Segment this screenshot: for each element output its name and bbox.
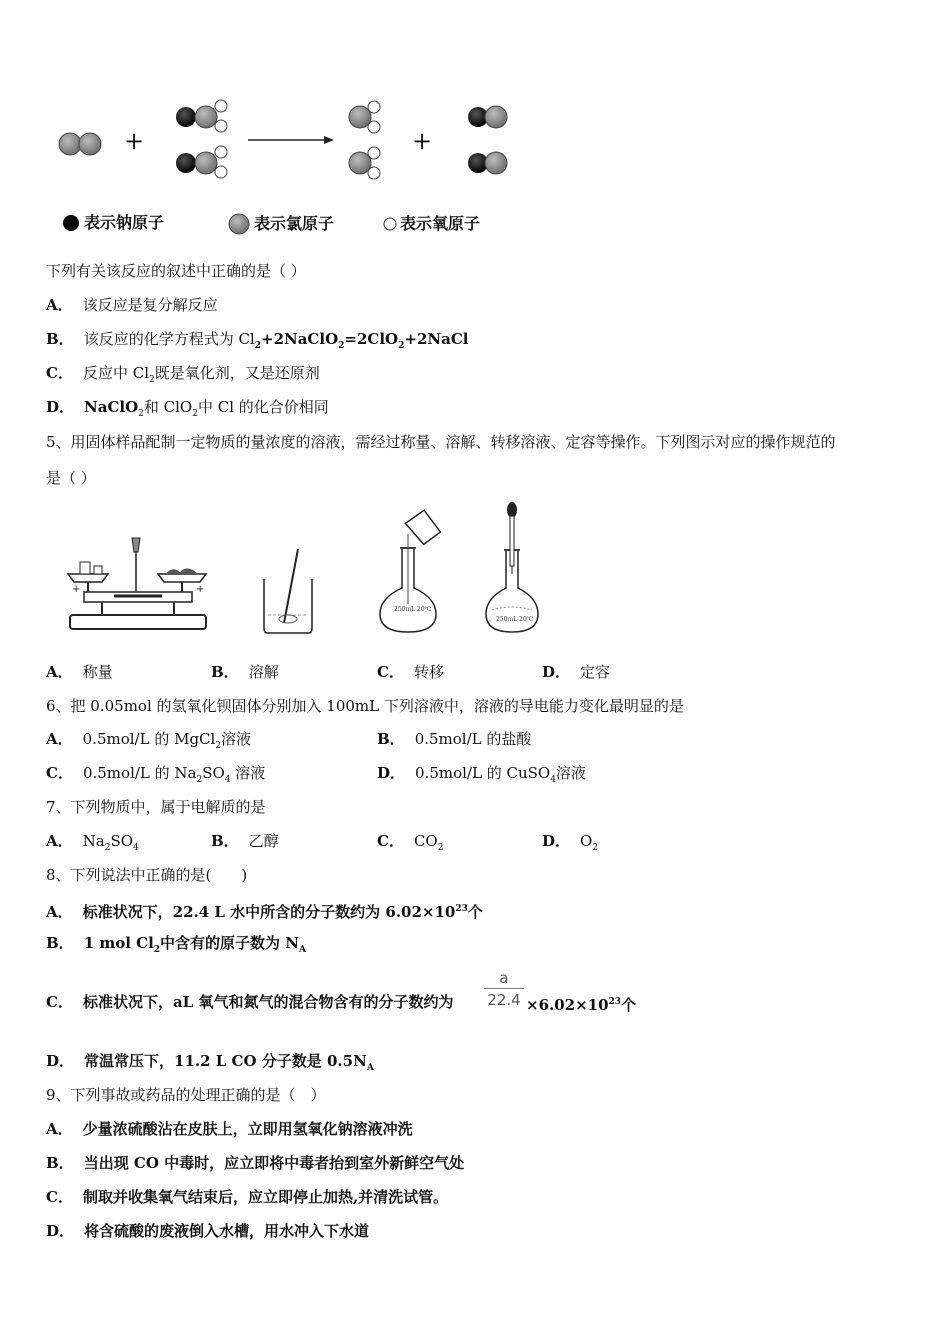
option-label: D． bbox=[46, 398, 75, 416]
flask-mark: 250mL 20℃ bbox=[394, 606, 432, 613]
plus-sign: + bbox=[124, 127, 145, 155]
q4-option-b[interactable] bbox=[46, 329, 468, 356]
q7-option-a[interactable]: A． $Na_2SO_4$ bbox=[46, 832, 139, 853]
nacl-molecule bbox=[468, 152, 507, 174]
flask-fill-illustration bbox=[478, 500, 548, 636]
option-text: 该反应的化学方程式为 Cl bbox=[83, 330, 255, 348]
q9-option-d[interactable]: D． 将含硫酸的废液倒入水槽，用水冲入下水道 bbox=[46, 1222, 370, 1240]
q7-option-b[interactable]: B． 乙醇 bbox=[211, 832, 279, 850]
q5-stem-cont: 是（ ） bbox=[46, 469, 96, 487]
q8-option-c[interactable]: C． 标准状况下，aL 氧气和氮气的混合物含有的分子数约为 bbox=[46, 993, 454, 1011]
option-label: A． bbox=[46, 296, 73, 314]
naclo2-molecule bbox=[176, 100, 227, 132]
clo2-molecule bbox=[349, 147, 380, 179]
naclo2-molecule bbox=[176, 146, 227, 178]
legend-chlorine: 表示氯原子 bbox=[254, 214, 335, 233]
balance-illustration bbox=[62, 532, 212, 637]
q7-option-c[interactable]: C． $CO_2$ bbox=[377, 832, 444, 853]
q5-option-a[interactable]: A． 称量 bbox=[46, 663, 113, 681]
q5-option-d[interactable]: D． 定容 bbox=[542, 663, 611, 681]
q6-stem: 6、把 0.05mol 的氢氧化钡固体分别加入 100mL 下列溶液中，溶液的导电能力变化最明显的是 bbox=[46, 697, 684, 715]
fraction-denominator: 22.4 bbox=[487, 991, 521, 1009]
nacl-molecule bbox=[468, 106, 507, 128]
clo2-molecule bbox=[349, 101, 380, 133]
reaction-arrow bbox=[248, 136, 334, 144]
q5-option-b[interactable]: B． 溶解 bbox=[211, 663, 279, 681]
q9-option-b[interactable]: B． 当出现 CO 中毒时，应立即将中毒者抬到室外新鲜空气处 bbox=[46, 1154, 465, 1172]
q6-option-c[interactable]: C． 0.5mol/L 的 $Na_2SO_4$ 溶液 bbox=[46, 764, 266, 785]
q9-option-c[interactable]: C． 制取并收集氧气结束后，应立即停止加热,并清洗试管。 bbox=[46, 1188, 449, 1206]
cl2-molecule bbox=[59, 133, 101, 155]
q6-option-d[interactable]: D． 0.5mol/L 的 CuSO$_4$溶液 bbox=[377, 764, 586, 785]
q5-option-c[interactable]: C． 转移 bbox=[377, 663, 444, 681]
reaction-diagram bbox=[50, 90, 530, 190]
q6-option-b[interactable]: B． 0.5mol/L 的盐酸 bbox=[377, 730, 532, 748]
q4-option-d[interactable]: D． NaClO$_2$和 ClO$_2$中 Cl 的化合价相同 bbox=[46, 398, 329, 419]
option-label: B． bbox=[46, 330, 74, 348]
q8-option-d[interactable]: D． 常温常压下，11.2 L CO 分子数是 $0.5N_A$ bbox=[46, 1052, 374, 1073]
q8-stem: 8、下列说法中正确的是( ) bbox=[46, 866, 248, 884]
sub: $_2$+2NaClO$_2$=2ClO$_2$+2NaCl bbox=[254, 330, 469, 351]
plus-sign: + bbox=[412, 127, 433, 155]
legend-oxygen-icon bbox=[383, 217, 397, 231]
q7-option-d[interactable]: D． $O_2$ bbox=[542, 832, 599, 853]
flask-transfer-illustration bbox=[372, 508, 452, 636]
q7-stem: 7、下列物质中，属于电解质的是 bbox=[46, 798, 266, 816]
legend-oxygen: 表示氧原子 bbox=[400, 214, 481, 233]
q9-option-a[interactable]: A． 少量浓硫酸沾在皮肤上，立即用氢氧化钠溶液冲洗 bbox=[46, 1120, 413, 1138]
q4-option-a[interactable] bbox=[46, 295, 218, 315]
option-text: 该反应是复分解反应 bbox=[82, 296, 218, 314]
legend-chlorine-icon bbox=[228, 213, 250, 235]
q8-option-a[interactable]: A． 标准状况下，22.4 L 水中所含的分子数约为 $6.02\times 10^{23}$个 bbox=[46, 903, 483, 921]
fraction-numerator: a bbox=[484, 968, 524, 989]
fraction-a-over-22-4 bbox=[484, 968, 524, 1011]
legend-sodium: 表示钠原子 bbox=[84, 213, 165, 232]
option-label: C． bbox=[46, 364, 73, 382]
q8-option-b[interactable]: B． 1 mol $Cl_2$中含有的原子数为 $N_A$ bbox=[46, 934, 306, 955]
q9-stem: 9、下列事故或药品的处理正确的是（ ） bbox=[46, 1086, 326, 1104]
q6-option-a[interactable]: A． 0.5mol/L 的 MgCl$_2$溶液 bbox=[46, 730, 252, 751]
q5-stem: 5、用固体样品配制一定物质的量浓度的溶液，需经过称量、溶解、转移溶液、定容等操作。下列图示对应的操作规范的 bbox=[46, 433, 836, 451]
flask-mark: 250mL 20℃ bbox=[496, 616, 534, 623]
q8-option-c-tail: $\times 6.02\times 10^{23}$个 bbox=[526, 996, 637, 1014]
legend-sodium-icon bbox=[62, 214, 80, 232]
q4-stem: 下列有关该反应的叙述中正确的是（ ） bbox=[46, 262, 306, 280]
beaker-illustration bbox=[258, 545, 318, 635]
svg-text:+: + bbox=[72, 584, 81, 595]
q4-option-c[interactable]: C． 反应中 $Cl_2$既是氧化剂，又是还原剂 bbox=[46, 364, 320, 385]
svg-text:+: + bbox=[196, 584, 205, 595]
